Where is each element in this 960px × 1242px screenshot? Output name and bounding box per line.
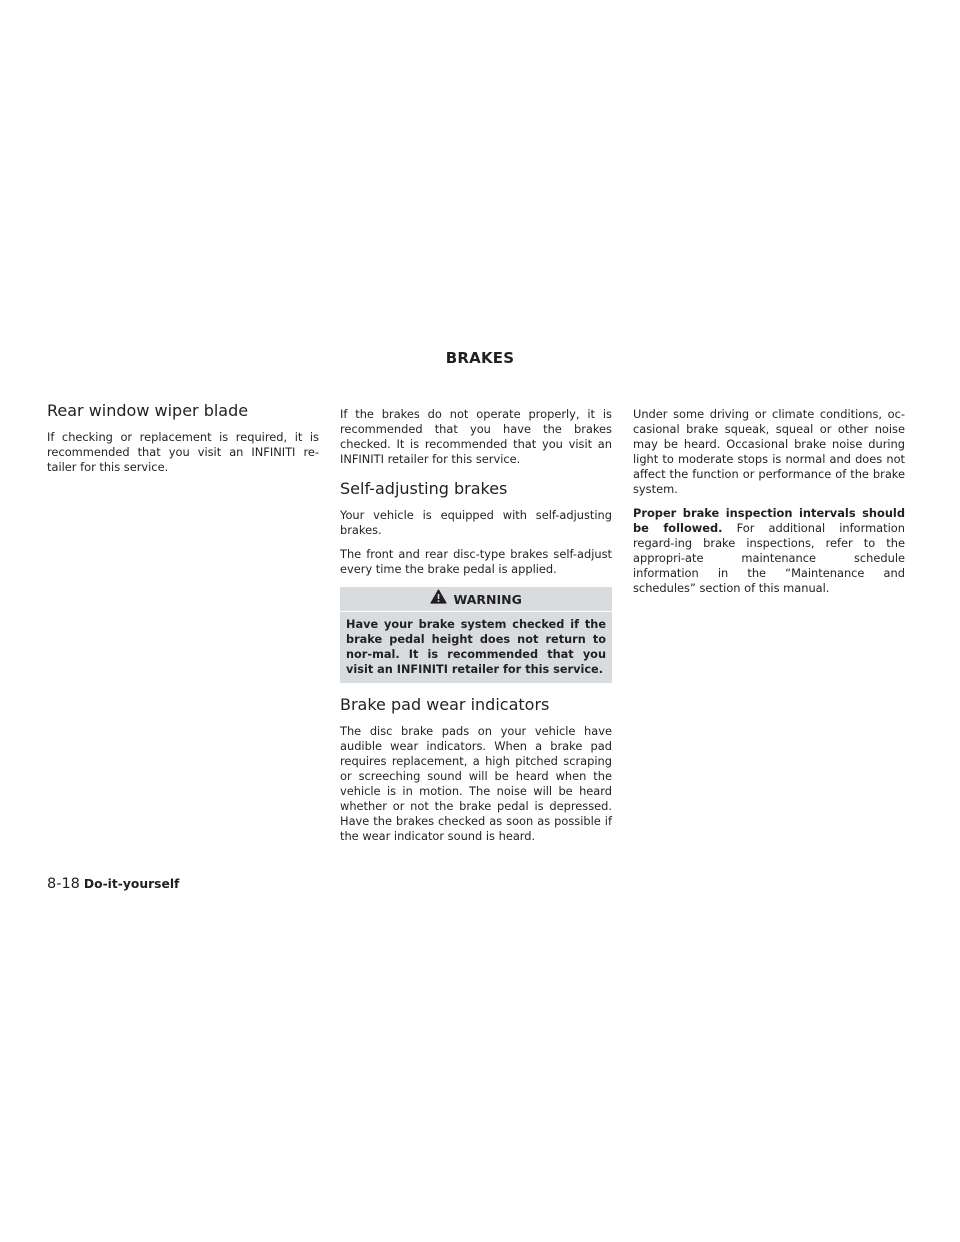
page-footer [47,876,179,892]
warning-header [340,587,612,612]
column-left [47,401,319,483]
page-number: 8-18 [47,876,80,892]
paragraph-brakes-intro: If the brakes do not operate properly, it is recommended that you have the brakes checked. It is recommended that you visit an INFINITI retailer for this service. [340,407,612,467]
warning-label: WARNING [453,591,522,607]
section-title: BRAKES [445,349,515,367]
paragraph-self-adjusting-1: Your vehicle is equipped with self-adjusting brakes. [340,508,612,538]
heading-pad-wear: Brake pad wear indicators [340,694,550,714]
inspection-intervals-bold: Proper brake inspection intervals should be followed. [633,505,905,535]
column-middle [340,407,612,853]
paragraph-brake-noise: Under some driving or climate conditions, oc-casional brake squeak, squeal or other noise may be heard. Occasional brake noise during light to moderate stops is normal and does not affect the function or performance of the brake system. [633,407,905,497]
heading-self-adjusting: Self-adjusting brakes [340,479,508,499]
chapter-title: Do-it-yourself [83,877,180,891]
warning-triangle-icon [430,587,447,612]
inspection-intervals-rest: For additional information regard-ing brake inspections, refer to the appropri-ate maintenance schedule information in the “Maintenance and schedules” section of this manual. [633,520,905,596]
column-right [633,407,905,604]
paragraph-inspection-intervals [633,506,905,597]
warning-box [340,587,612,683]
paragraph-rear-wiper: If checking or replacement is required, it is recommended that you visit an INFINITI re-tailer for this service. [47,430,319,475]
heading-rear-wiper: Rear window wiper blade [47,401,249,420]
paragraph-pad-wear: The disc brake pads on your vehicle have audible wear indicators. When a brake pad requires replacement, a high pitched scraping or screeching sound will be heard when the vehicle is in motion. The noise will be heard whether or not the brake pedal is depressed. Have the brakes checked as soon as possible if the wear indicator sound is heard. [340,723,612,844]
paragraph-self-adjusting-2: The front and rear disc-type brakes self-adjust every time the brake pedal is applied. [340,546,612,576]
warning-text: Have your brake system checked if the brake pedal height does not return to nor-mal. It is recommended that you visit an INFINITI retailer for this service. [346,617,606,676]
